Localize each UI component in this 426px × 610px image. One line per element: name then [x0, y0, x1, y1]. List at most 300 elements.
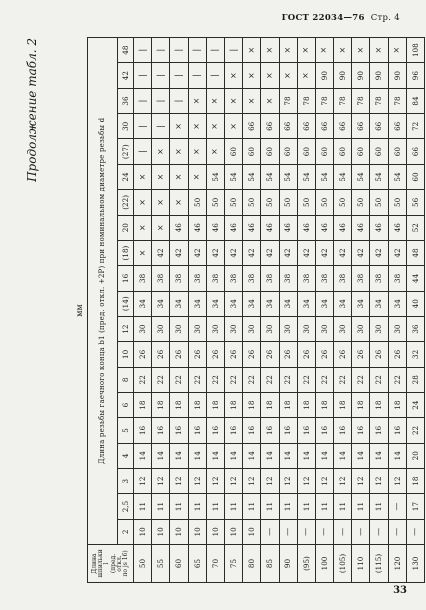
- value-cell: 38: [261, 266, 279, 291]
- value-cell: 50: [243, 190, 261, 215]
- value-cell: 11: [243, 494, 261, 519]
- page-header: [282, 13, 400, 23]
- value-cell: 54: [279, 164, 297, 189]
- value-cell: 11: [261, 494, 279, 519]
- value-cell: 60: [370, 139, 388, 164]
- value-cell: 38: [206, 266, 224, 291]
- value-cell: ×: [243, 63, 261, 88]
- table-row: [279, 37, 297, 582]
- value-cell: 26: [261, 342, 279, 367]
- value-cell: 54: [224, 164, 242, 189]
- diameter-header: 8: [118, 367, 134, 392]
- length-header-line: l: [103, 562, 111, 565]
- value-cell: 60: [279, 139, 297, 164]
- value-cell: 78: [315, 88, 333, 113]
- table-row: [188, 37, 206, 582]
- value-cell: 30: [243, 316, 261, 341]
- value-cell: 14: [134, 443, 152, 468]
- value-cell: 38: [243, 266, 261, 291]
- length-header-line: по js 16): [122, 550, 130, 577]
- value-cell: 11: [134, 494, 152, 519]
- value-cell: 32: [406, 342, 424, 367]
- value-cell: 46: [261, 215, 279, 240]
- length-cell: (105): [334, 545, 352, 583]
- value-cell: 30: [315, 316, 333, 341]
- value-cell: 18: [370, 392, 388, 417]
- value-cell: 16: [243, 418, 261, 443]
- value-cell: 16: [370, 418, 388, 443]
- value-cell: 26: [370, 342, 388, 367]
- value-cell: 26: [315, 342, 333, 367]
- value-cell: 54: [370, 164, 388, 189]
- value-cell: 34: [352, 291, 370, 316]
- length-cell: 100: [315, 545, 333, 583]
- value-cell: 12: [152, 468, 170, 493]
- value-cell: 16: [388, 418, 406, 443]
- value-cell: 14: [188, 443, 206, 468]
- value-cell: 16: [352, 418, 370, 443]
- value-cell: 60: [297, 139, 315, 164]
- value-cell: 16: [224, 418, 242, 443]
- value-cell: 50: [334, 190, 352, 215]
- value-cell: |: [152, 63, 170, 88]
- value-cell: 50: [315, 190, 333, 215]
- value-cell: ×: [224, 88, 242, 113]
- value-cell: 22: [206, 367, 224, 392]
- value-cell: 42: [261, 240, 279, 265]
- value-cell: 10: [170, 519, 188, 544]
- value-cell: 46: [352, 215, 370, 240]
- length-cell: 70: [206, 545, 224, 583]
- value-cell: ×: [170, 114, 188, 139]
- value-cell: ×: [188, 139, 206, 164]
- table-row: [261, 37, 279, 582]
- value-cell: 30: [261, 316, 279, 341]
- value-cell: 18: [224, 392, 242, 417]
- value-cell: 42: [297, 240, 315, 265]
- value-cell: 12: [297, 468, 315, 493]
- table-row: [170, 37, 188, 582]
- value-cell: ×: [388, 37, 406, 63]
- value-cell: 18: [297, 392, 315, 417]
- value-cell: 48: [406, 240, 424, 265]
- unit-label: мм: [75, 304, 84, 317]
- length-cell: 90: [279, 545, 297, 583]
- value-cell: 66: [315, 114, 333, 139]
- value-cell: ×: [279, 63, 297, 88]
- value-cell: —: [406, 519, 424, 544]
- value-cell: 26: [334, 342, 352, 367]
- value-cell: 30: [334, 316, 352, 341]
- diameter-header: 24: [118, 164, 134, 189]
- value-cell: 34: [334, 291, 352, 316]
- value-cell: 42: [388, 240, 406, 265]
- value-cell: 22: [406, 418, 424, 443]
- value-cell: 26: [279, 342, 297, 367]
- value-cell: 16: [315, 418, 333, 443]
- value-cell: 66: [370, 114, 388, 139]
- value-cell: —: [315, 519, 333, 544]
- value-cell: 78: [370, 88, 388, 113]
- value-cell: 22: [334, 367, 352, 392]
- value-cell: 30: [134, 316, 152, 341]
- value-cell: 52: [406, 215, 424, 240]
- value-cell: 60: [406, 164, 424, 189]
- value-cell: |: [134, 88, 152, 113]
- value-cell: 22: [134, 367, 152, 392]
- value-cell: 12: [170, 468, 188, 493]
- value-cell: 22: [243, 367, 261, 392]
- value-cell: 46: [206, 215, 224, 240]
- value-cell: 72: [406, 114, 424, 139]
- table-row: [388, 37, 406, 582]
- value-cell: 12: [279, 468, 297, 493]
- value-cell: 66: [406, 139, 424, 164]
- diameter-header: (22): [118, 190, 134, 215]
- value-cell: 16: [170, 418, 188, 443]
- value-cell: 18: [188, 392, 206, 417]
- value-cell: 12: [243, 468, 261, 493]
- diameter-header: 12: [118, 316, 134, 341]
- value-cell: 90: [388, 63, 406, 88]
- value-cell: 26: [388, 342, 406, 367]
- value-cell: 16: [206, 418, 224, 443]
- value-cell: ×: [261, 37, 279, 63]
- value-cell: 46: [297, 215, 315, 240]
- value-cell: 12: [352, 468, 370, 493]
- value-cell: ×: [134, 190, 152, 215]
- value-cell: 34: [243, 291, 261, 316]
- value-cell: 18: [315, 392, 333, 417]
- value-cell: 14: [297, 443, 315, 468]
- value-cell: 50: [370, 190, 388, 215]
- table-row: [352, 37, 370, 582]
- value-cell: —: [297, 519, 315, 544]
- value-cell: ×: [243, 88, 261, 113]
- value-cell: 11: [206, 494, 224, 519]
- value-cell: 14: [206, 443, 224, 468]
- value-cell: ×: [134, 240, 152, 265]
- value-cell: —: [261, 519, 279, 544]
- value-cell: 50: [224, 190, 242, 215]
- value-cell: |: [152, 114, 170, 139]
- value-cell: 10: [206, 519, 224, 544]
- value-cell: 38: [370, 266, 388, 291]
- table-row: [297, 37, 315, 582]
- value-cell: 38: [297, 266, 315, 291]
- value-cell: 18: [206, 392, 224, 417]
- value-cell: 16: [334, 418, 352, 443]
- value-cell: 78: [279, 88, 297, 113]
- value-cell: 22: [388, 367, 406, 392]
- value-cell: 30: [388, 316, 406, 341]
- length-header-line: Длина: [90, 553, 98, 574]
- value-cell: 50: [206, 190, 224, 215]
- value-cell: ×: [170, 139, 188, 164]
- value-cell: 14: [352, 443, 370, 468]
- value-cell: 66: [352, 114, 370, 139]
- value-cell: 18: [406, 468, 424, 493]
- value-cell: ×: [188, 88, 206, 113]
- value-cell: 11: [279, 494, 297, 519]
- value-cell: 38: [334, 266, 352, 291]
- value-cell: 10: [243, 519, 261, 544]
- table-row: [224, 37, 242, 582]
- value-cell: 18: [388, 392, 406, 417]
- value-cell: 12: [261, 468, 279, 493]
- value-cell: 34: [206, 291, 224, 316]
- value-cell: 11: [170, 494, 188, 519]
- value-cell: 22: [315, 367, 333, 392]
- value-cell: 54: [334, 164, 352, 189]
- value-cell: 34: [388, 291, 406, 316]
- value-cell: ×: [134, 164, 152, 189]
- length-cell: 85: [261, 545, 279, 583]
- value-cell: 26: [224, 342, 242, 367]
- standard-number: ГОСТ 22034—76: [281, 13, 365, 23]
- value-cell: 38: [388, 266, 406, 291]
- value-cell: 22: [170, 367, 188, 392]
- value-cell: 50: [279, 190, 297, 215]
- length-cell: 120: [388, 545, 406, 583]
- diameter-header: 16: [118, 266, 134, 291]
- value-cell: 34: [224, 291, 242, 316]
- value-cell: 46: [388, 215, 406, 240]
- value-cell: 16: [134, 418, 152, 443]
- value-cell: 22: [370, 367, 388, 392]
- value-cell: 14: [261, 443, 279, 468]
- diameter-header: 6: [118, 392, 134, 417]
- value-cell: |: [152, 37, 170, 63]
- value-cell: 46: [279, 215, 297, 240]
- value-cell: 78: [388, 88, 406, 113]
- value-cell: 34: [297, 291, 315, 316]
- value-cell: 12: [315, 468, 333, 493]
- value-cell: |: [170, 37, 188, 63]
- value-cell: 60: [243, 139, 261, 164]
- value-cell: 30: [170, 316, 188, 341]
- table-row: [134, 37, 152, 582]
- value-cell: 14: [315, 443, 333, 468]
- diameter-header: 42: [118, 63, 134, 88]
- value-cell: 22: [224, 367, 242, 392]
- value-cell: 38: [134, 266, 152, 291]
- value-cell: 42: [315, 240, 333, 265]
- value-cell: 50: [388, 190, 406, 215]
- value-cell: 11: [334, 494, 352, 519]
- value-cell: 14: [279, 443, 297, 468]
- value-cell: —: [388, 519, 406, 544]
- value-cell: 42: [243, 240, 261, 265]
- value-cell: 54: [297, 164, 315, 189]
- value-cell: ×: [297, 63, 315, 88]
- value-cell: 14: [334, 443, 352, 468]
- diameter-header: (14): [118, 291, 134, 316]
- value-cell: 30: [224, 316, 242, 341]
- value-cell: 38: [188, 266, 206, 291]
- value-cell: 46: [370, 215, 388, 240]
- value-cell: 16: [261, 418, 279, 443]
- diameter-header: 3: [118, 468, 134, 493]
- value-cell: 42: [334, 240, 352, 265]
- diameter-header: 48: [118, 37, 134, 63]
- value-cell: 38: [170, 266, 188, 291]
- value-cell: 26: [297, 342, 315, 367]
- value-cell: 90: [370, 63, 388, 88]
- length-header-line: (пред.: [109, 553, 117, 574]
- value-cell: —: [370, 519, 388, 544]
- value-cell: 12: [206, 468, 224, 493]
- value-cell: 96: [406, 63, 424, 88]
- value-cell: 30: [297, 316, 315, 341]
- value-cell: 12: [370, 468, 388, 493]
- diameter-header: (18): [118, 240, 134, 265]
- value-cell: |: [134, 114, 152, 139]
- value-cell: 26: [170, 342, 188, 367]
- value-cell: 50: [188, 190, 206, 215]
- value-cell: 26: [152, 342, 170, 367]
- value-cell: ×: [152, 215, 170, 240]
- value-cell: 54: [206, 164, 224, 189]
- value-cell: —: [334, 519, 352, 544]
- value-cell: 34: [170, 291, 188, 316]
- diameter-header: (27): [118, 139, 134, 164]
- value-cell: 54: [261, 164, 279, 189]
- table-row: [152, 37, 170, 582]
- value-cell: 90: [334, 63, 352, 88]
- value-cell: ×: [170, 190, 188, 215]
- value-cell: 54: [388, 164, 406, 189]
- length-cell: 50: [134, 545, 152, 583]
- value-cell: 60: [224, 139, 242, 164]
- value-cell: 28: [406, 367, 424, 392]
- value-cell: 90: [315, 63, 333, 88]
- diameter-header: 10: [118, 342, 134, 367]
- value-cell: 38: [224, 266, 242, 291]
- value-cell: 34: [315, 291, 333, 316]
- value-cell: 46: [243, 215, 261, 240]
- value-cell: —: [352, 519, 370, 544]
- value-cell: ×: [315, 37, 333, 63]
- value-cell: 16: [152, 418, 170, 443]
- table-row: [315, 37, 333, 582]
- value-cell: |: [170, 88, 188, 113]
- page-label: Стр. 4: [370, 13, 400, 23]
- value-cell: —: [388, 494, 406, 519]
- value-cell: 34: [370, 291, 388, 316]
- value-cell: 18: [170, 392, 188, 417]
- value-cell: 12: [188, 468, 206, 493]
- value-cell: 34: [261, 291, 279, 316]
- value-cell: 30: [152, 316, 170, 341]
- continuation-title: Продолжение табл. 2: [25, 38, 39, 182]
- value-cell: ×: [188, 114, 206, 139]
- value-cell: 42: [188, 240, 206, 265]
- value-cell: |: [170, 63, 188, 88]
- value-cell: |: [134, 63, 152, 88]
- value-cell: 11: [352, 494, 370, 519]
- value-cell: 46: [188, 215, 206, 240]
- value-cell: |: [188, 37, 206, 63]
- value-cell: 66: [388, 114, 406, 139]
- value-cell: 50: [352, 190, 370, 215]
- value-cell: 24: [406, 392, 424, 417]
- value-cell: 11: [152, 494, 170, 519]
- value-cell: 14: [370, 443, 388, 468]
- value-cell: ×: [261, 63, 279, 88]
- value-cell: |: [134, 37, 152, 63]
- value-cell: 42: [206, 240, 224, 265]
- length-header-line: откл.: [115, 555, 123, 572]
- length-cell: 55: [152, 545, 170, 583]
- value-cell: 60: [352, 139, 370, 164]
- value-cell: 46: [170, 215, 188, 240]
- value-cell: 38: [279, 266, 297, 291]
- value-cell: 26: [134, 342, 152, 367]
- value-cell: 34: [279, 291, 297, 316]
- value-cell: 18: [352, 392, 370, 417]
- table-row: [206, 37, 224, 582]
- value-cell: 34: [188, 291, 206, 316]
- value-cell: 18: [279, 392, 297, 417]
- value-cell: 66: [297, 114, 315, 139]
- value-cell: 14: [224, 443, 242, 468]
- diameter-header: 4: [118, 443, 134, 468]
- value-cell: 42: [370, 240, 388, 265]
- value-cell: 40: [406, 291, 424, 316]
- value-cell: ×: [206, 88, 224, 113]
- value-cell: 46: [315, 215, 333, 240]
- value-cell: 42: [279, 240, 297, 265]
- value-cell: 84: [406, 88, 424, 113]
- value-cell: 34: [134, 291, 152, 316]
- value-cell: 11: [315, 494, 333, 519]
- value-cell: 16: [188, 418, 206, 443]
- value-cell: 26: [352, 342, 370, 367]
- value-cell: ×: [188, 164, 206, 189]
- value-cell: 78: [297, 88, 315, 113]
- value-cell: 26: [243, 342, 261, 367]
- thread-length-table: [87, 37, 425, 583]
- value-cell: 10: [152, 519, 170, 544]
- value-cell: 90: [352, 63, 370, 88]
- value-cell: ×: [297, 37, 315, 63]
- value-cell: 22: [261, 367, 279, 392]
- value-cell: 54: [243, 164, 261, 189]
- value-cell: 18: [152, 392, 170, 417]
- value-cell: 60: [261, 139, 279, 164]
- value-cell: |: [206, 63, 224, 88]
- value-cell: 56: [406, 190, 424, 215]
- table-row: [334, 37, 352, 582]
- value-cell: ×: [152, 139, 170, 164]
- length-cell: 130: [406, 545, 424, 583]
- value-cell: 12: [134, 468, 152, 493]
- value-cell: 38: [152, 266, 170, 291]
- value-cell: |: [224, 37, 242, 63]
- value-cell: 34: [152, 291, 170, 316]
- value-cell: 10: [134, 519, 152, 544]
- value-cell: ×: [370, 37, 388, 63]
- value-cell: |: [152, 88, 170, 113]
- value-cell: ×: [134, 215, 152, 240]
- value-cell: 46: [334, 215, 352, 240]
- length-header: [88, 545, 134, 583]
- length-cell: 110: [352, 545, 370, 583]
- value-cell: 42: [170, 240, 188, 265]
- value-cell: 26: [188, 342, 206, 367]
- length-cell: 65: [188, 545, 206, 583]
